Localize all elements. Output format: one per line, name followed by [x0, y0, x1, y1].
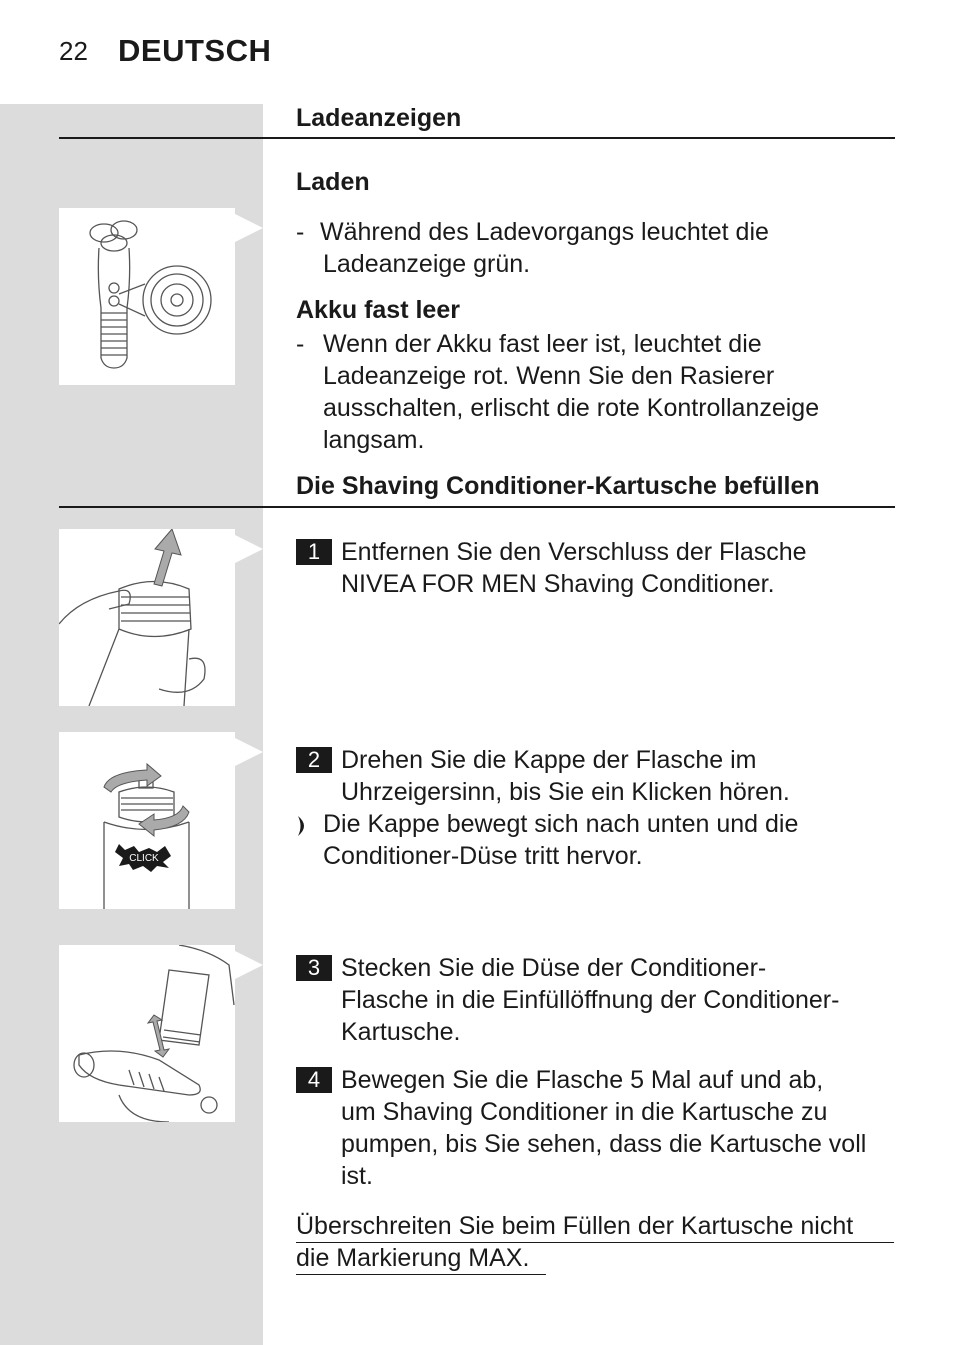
- step-text-line: Uhrzeigersinn, bis Sie ein Klicken hören.: [341, 778, 790, 806]
- rotate-cap-illustration: [59, 732, 235, 909]
- remove-cap-illustration: [59, 529, 235, 706]
- step-text-line: Stecken Sie die Düse der Conditioner-: [341, 954, 767, 982]
- step-text-line: pumpen, bis Sie sehen, dass die Kartusche voll: [341, 1130, 867, 1158]
- figure-pointer: [235, 535, 263, 563]
- warning-text-line: die Markierung MAX.: [296, 1244, 530, 1272]
- result-arrow-icon: [298, 816, 310, 836]
- step-text-line: Drehen Sie die Kappe der Flasche im: [341, 746, 757, 774]
- battery-low-text-line: Wenn der Akku fast leer ist, leuchtet die: [323, 330, 762, 358]
- warning-text-line: Überschreiten Sie beim Füllen der Kartusche nicht: [296, 1212, 854, 1240]
- bullet-dash: -: [296, 330, 305, 358]
- figure-pointer: [235, 951, 263, 979]
- result-text-line: Conditioner-Düse tritt hervor.: [323, 842, 643, 870]
- step-text-line: Bewegen Sie die Flasche 5 Mal auf und ab,: [341, 1066, 824, 1094]
- bullet-dash: -: [296, 218, 305, 246]
- step-text-line: um Shaving Conditioner in die Kartusche zu: [341, 1098, 828, 1126]
- shaver-illustration: [59, 208, 235, 385]
- battery-low-text-line: ausschalten, erlischt die rote Kontrollanzeige: [323, 394, 820, 422]
- step-number-badge: 2: [296, 747, 332, 773]
- step-number-badge: 1: [296, 539, 332, 565]
- battery-low-text-line: Ladeanzeige rot. Wenn Sie den Rasierer: [323, 362, 775, 390]
- figure-pointer: [235, 214, 263, 242]
- step-text-line: Flasche in die Einfüllöffnung der Conditioner-: [341, 986, 840, 1014]
- subheading-battery-low: Akku fast leer: [296, 296, 460, 324]
- step-number-badge: 3: [296, 955, 332, 981]
- page-number: 22: [59, 36, 88, 66]
- step-text-line: Entfernen Sie den Verschluss der Flasche: [341, 538, 807, 566]
- step-text-line: Kartusche.: [341, 1018, 461, 1046]
- bottle-cap-icon: [59, 529, 235, 706]
- warning-underline: [296, 1274, 546, 1275]
- section-rule: [59, 137, 895, 139]
- fill-cartridge-illustration: [59, 945, 235, 1122]
- figure-pointer: [235, 738, 263, 766]
- section-rule: [59, 506, 895, 508]
- step-number-badge: 4: [296, 1067, 332, 1093]
- click-label: CLICK: [129, 853, 159, 864]
- step-text-line: NIVEA FOR MEN Shaving Conditioner.: [341, 570, 775, 598]
- subheading-charging: Laden: [296, 168, 370, 196]
- charging-text-line: Während des Ladevorgangs leuchtet die: [320, 218, 769, 246]
- section-heading-filling: Die Shaving Conditioner-Kartusche befüllen: [296, 472, 820, 500]
- battery-low-text-line: langsam.: [323, 426, 425, 454]
- section-heading-charging-indicators: Ladeanzeigen: [296, 104, 462, 132]
- charging-text-line: Ladeanzeige grün.: [323, 250, 531, 278]
- result-text-line: Die Kappe bewegt sich nach unten und die: [323, 810, 799, 838]
- chapter-title: DEUTSCH: [118, 33, 272, 68]
- step-text-line: ist.: [341, 1162, 373, 1190]
- shaver-icon: [59, 208, 235, 385]
